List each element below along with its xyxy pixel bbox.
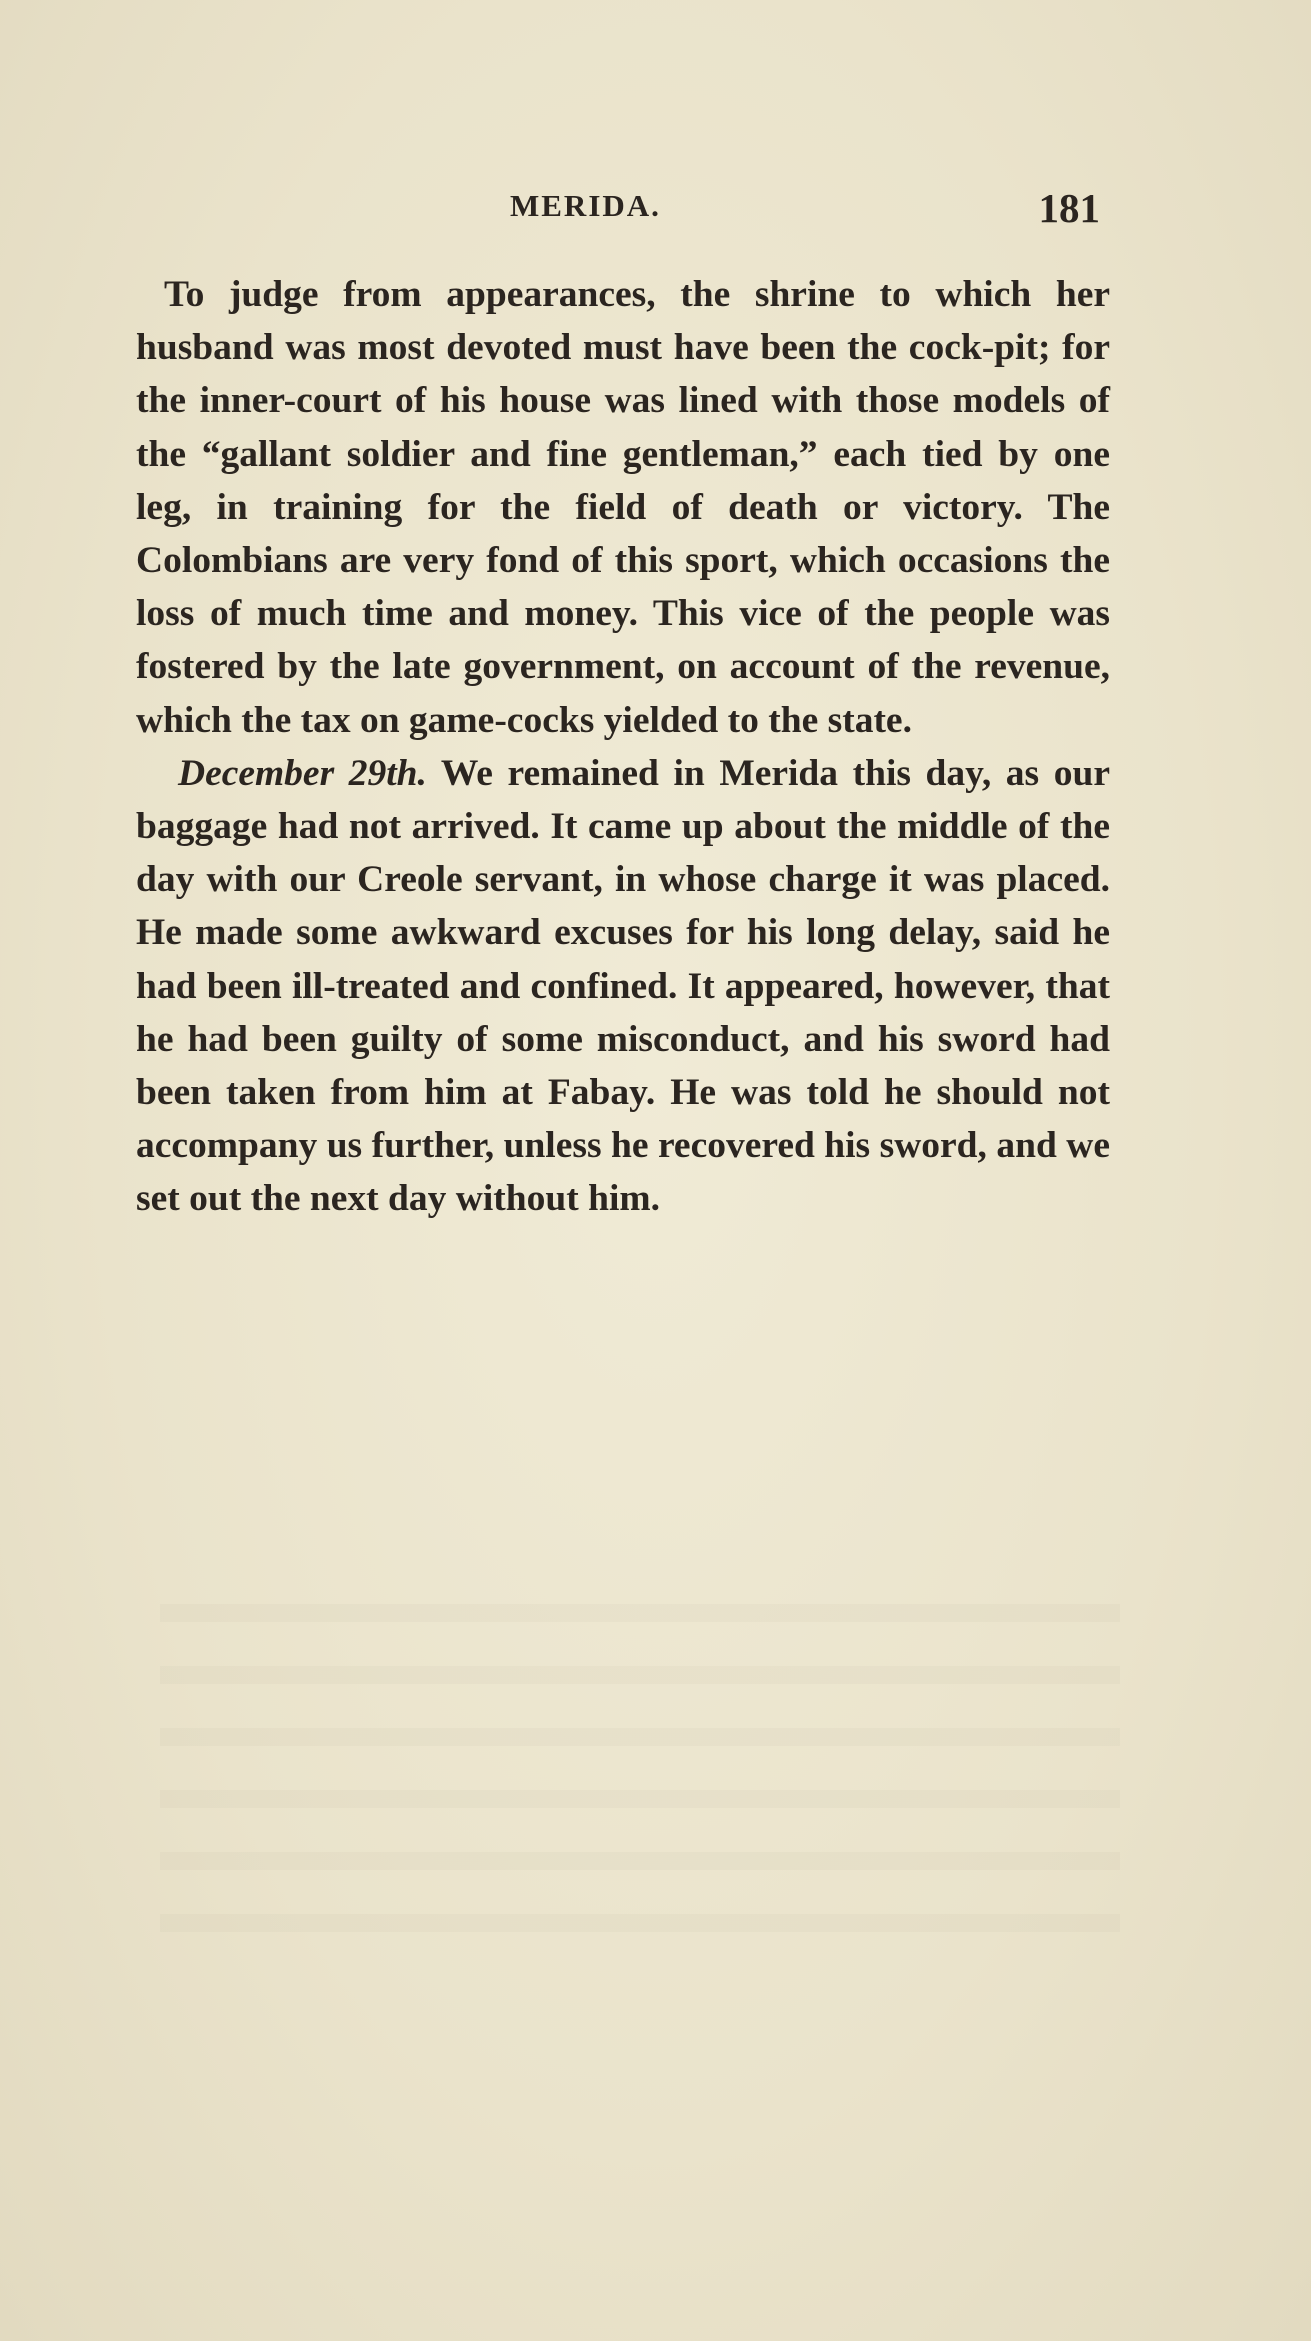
bleed-through-shading bbox=[160, 1560, 1120, 1940]
page-number: 181 bbox=[1038, 185, 1100, 231]
paragraph-cock-pit: To judge from appearances, the shrine to which her husband was most devoted must have been the cock-pit; for the inner-court of his house was lined with those models of the “gallant soldier and fine gentleman,” each tied by one leg, in training for the field of death or victory. The Colombians are very fond of this sport, which occasions the loss of much time and money. This vice of the people was fostered by the late government, on account of the revenue, which the tax on game-cocks yielded to the state. bbox=[136, 274, 1110, 741]
running-head bbox=[140, 185, 1100, 238]
entry-date: December 29th. bbox=[178, 752, 427, 794]
paragraph-december-29-text: We remained in Merida this day, as our baggage had not arrived. It came up about the middle of the day with our Creole servant, in whose charge it was placed. He made some awkward excuses for his long delay, said he had been ill-treated and confined. It appeared, however, that he had been guilty of some misconduct, and his sword had been taken from him at Fabay. He was told he should not accompany us further, unless he recovered his sword, and we set out the next day without him. bbox=[136, 752, 1110, 1220]
body-text bbox=[136, 268, 1110, 1226]
running-head-title: MERIDA. bbox=[510, 188, 661, 223]
paragraph-december-29 bbox=[136, 747, 1110, 1226]
